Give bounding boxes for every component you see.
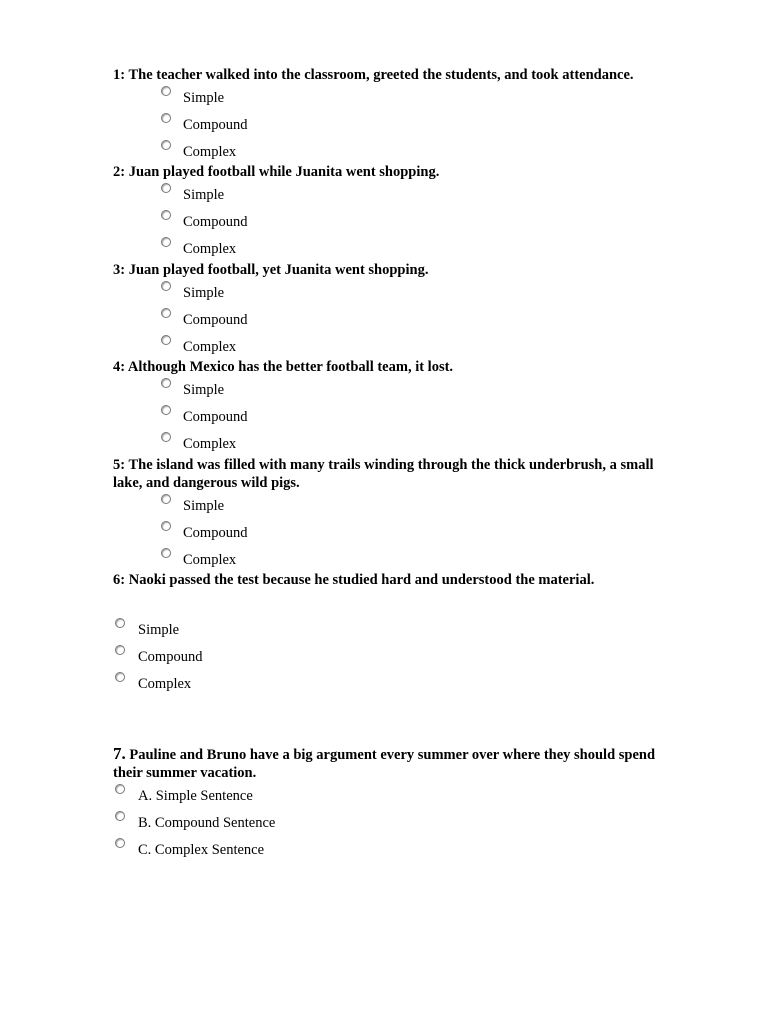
radio-button[interactable] xyxy=(161,308,171,318)
question-3 xyxy=(113,261,673,360)
radio-button[interactable] xyxy=(161,335,171,345)
option-complex[interactable]: Complex xyxy=(113,235,673,262)
radio-button[interactable] xyxy=(115,838,125,848)
radio-button[interactable] xyxy=(161,237,171,247)
radio-button[interactable] xyxy=(161,183,171,193)
radio-button[interactable] xyxy=(115,784,125,794)
options-group xyxy=(113,782,673,863)
question-1 xyxy=(113,66,673,165)
option-compound[interactable]: Compound xyxy=(113,643,673,670)
option-simple[interactable]: Simple xyxy=(113,279,673,306)
radio-button[interactable] xyxy=(115,645,125,655)
radio-button[interactable] xyxy=(161,281,171,291)
question-text: 2: Juan played football while Juanita went shopping. xyxy=(113,164,440,180)
radio-button[interactable] xyxy=(115,672,125,682)
option-c-complex-sentence[interactable]: C. Complex Sentence xyxy=(113,836,673,863)
question-text: 4: Although Mexico has the better football team, it lost. xyxy=(113,359,454,375)
option-a-simple-sentence[interactable]: A. Simple Sentence xyxy=(113,782,673,809)
options-group xyxy=(113,84,673,165)
radio-button[interactable] xyxy=(161,548,171,558)
options-group xyxy=(113,279,673,360)
question-text: 7. Pauline and Bruno have a big argument every summer over where they should spend their summer vacation. xyxy=(113,744,656,781)
radio-button[interactable] xyxy=(161,494,171,504)
options-group xyxy=(113,376,673,457)
option-compound[interactable]: Compound xyxy=(113,403,673,430)
question-text: 3: Juan played football, yet Juanita went shopping. xyxy=(113,262,429,278)
radio-button[interactable] xyxy=(115,811,125,821)
question-2 xyxy=(113,163,673,262)
option-compound[interactable]: Compound xyxy=(113,208,673,235)
radio-button[interactable] xyxy=(161,113,171,123)
option-complex[interactable]: Complex xyxy=(113,430,673,457)
option-complex[interactable]: Complex xyxy=(113,333,673,360)
question-6 xyxy=(113,571,673,697)
options-group xyxy=(113,616,673,697)
radio-button[interactable] xyxy=(161,378,171,388)
option-compound[interactable]: Compound xyxy=(113,306,673,333)
radio-button[interactable] xyxy=(161,432,171,442)
option-simple[interactable]: Simple xyxy=(113,492,673,519)
question-text: 6: Naoki passed the test because he studied hard and understood the material. xyxy=(113,572,595,588)
radio-button[interactable] xyxy=(161,405,171,415)
option-complex[interactable]: Complex xyxy=(113,138,673,165)
option-b-compound-sentence[interactable]: B. Compound Sentence xyxy=(113,809,673,836)
question-text: 5: The island was filled with many trails winding through the thick underbrush, a small lake, and dangerous wild pigs. xyxy=(113,457,654,491)
question-7 xyxy=(113,745,673,863)
radio-button[interactable] xyxy=(161,210,171,220)
option-simple[interactable]: Simple xyxy=(113,84,673,111)
option-simple[interactable]: Simple xyxy=(113,181,673,208)
option-complex[interactable]: Complex xyxy=(113,670,673,697)
options-group xyxy=(113,492,673,573)
question-5 xyxy=(113,456,673,573)
option-complex[interactable]: Complex xyxy=(113,546,673,573)
radio-button[interactable] xyxy=(115,618,125,628)
option-compound[interactable]: Compound xyxy=(113,519,673,546)
radio-button[interactable] xyxy=(161,86,171,96)
radio-button[interactable] xyxy=(161,521,171,531)
options-group xyxy=(113,181,673,262)
radio-button[interactable] xyxy=(161,140,171,150)
question-text: 1: The teacher walked into the classroom, greeted the students, and took attendance. xyxy=(113,67,634,83)
question-4 xyxy=(113,358,673,457)
option-simple[interactable]: Simple xyxy=(113,616,673,643)
option-compound[interactable]: Compound xyxy=(113,111,673,138)
option-simple[interactable]: Simple xyxy=(113,376,673,403)
